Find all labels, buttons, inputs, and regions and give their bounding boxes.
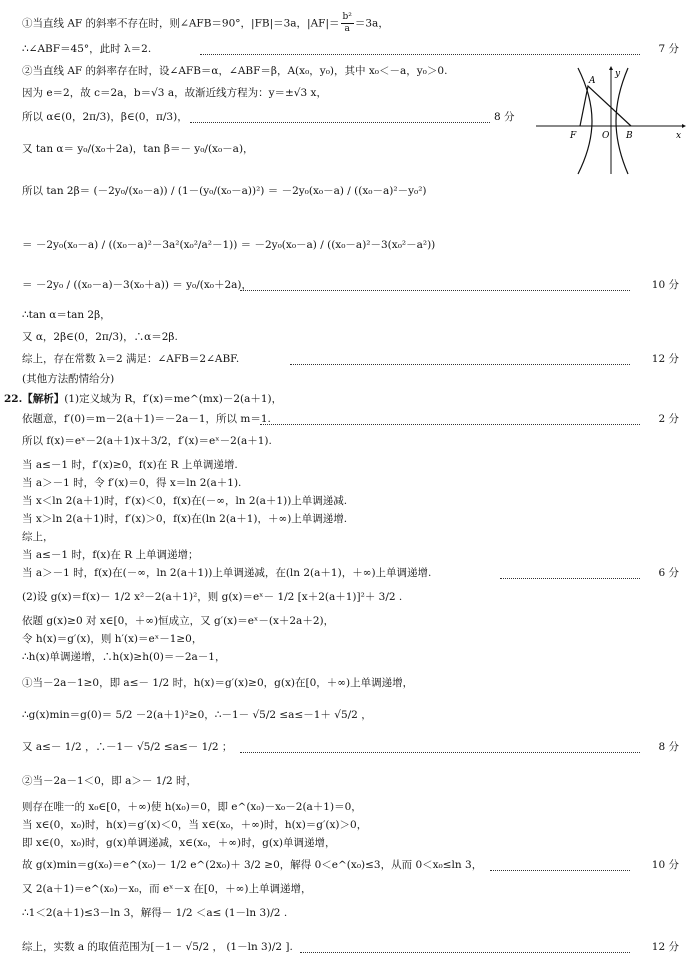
- score-10: 10 分: [651, 279, 679, 291]
- text-line-10: ∴tan α＝tan 2β，: [22, 309, 111, 321]
- text-line-18: 当 a＞－1 时，令 f′(x)＝0，得 x＝ln 2(a＋1).: [22, 477, 242, 489]
- dot-leader: [200, 54, 640, 55]
- score-12b: 12 分: [651, 941, 679, 953]
- text-line-23: 当 a＞－1 时，f(x)在(－∞，ln 2(a＋1))上单调递减，在(ln 2(a＋1)，＋∞)上单调递增.: [22, 567, 432, 579]
- text-line-12: 综上，存在常数 λ＝2 满足：∠AFB＝2∠ABF.: [22, 353, 240, 365]
- text-line-9: ＝ －2y₀ / ((x₀－a)－3(x₀＋a)) ＝ y₀/(x₀＋2a)，: [22, 279, 253, 291]
- dot-leader: [240, 290, 630, 291]
- score-8b: 8 分: [658, 741, 679, 753]
- text-line-16: 所以 f(x)＝eˣ－2(a＋1)x＋3/2，f′(x)＝eˣ－2(a＋1).: [22, 435, 272, 447]
- hyperbola-graph: [536, 66, 686, 176]
- text-line-25: 依题 g(x)≥0 对 x∈[0，＋∞)恒成立，又 g′(x)＝eˣ－(x＋2a＋2)，: [22, 615, 335, 627]
- dot-leader: [240, 752, 640, 753]
- text-line-34: 即 x∈(0，x₀)时，g(x)单调递减，x∈(x₀，＋∞)时，g(x)单调递增，: [22, 837, 336, 849]
- score-12: 12 分: [651, 353, 679, 365]
- text-line-26: 令 h(x)＝g′(x)，则 h′(x)＝eˣ－1≥0，: [22, 633, 203, 645]
- text-line-3: ②当直线 AF 的斜率存在时，设∠AFB＝α，∠ABF＝β，A(x₀，y₀)，其中 x₀＜－a，y₀＞0.: [22, 65, 448, 77]
- text-line-4: 因为 e＝2，故 c＝2a，b＝√3 a，故渐近线方程为：y＝±√3 x，: [22, 87, 327, 99]
- text-line-11: 又 α，2β∈(0，2π/3)，∴α＝2β.: [22, 331, 178, 343]
- score-8: 8 分: [494, 111, 515, 123]
- text-line-13: (其他方法酌情给分): [22, 373, 115, 385]
- dot-leader: [190, 122, 490, 123]
- text-line-14: 22.【解析】(1)定义域为 R，f′(x)＝me^(mx)－2(a＋1)，: [4, 393, 283, 405]
- text-line-38: 综上，实数 a 的取值范围为[－1－ √5/2 ， (1－ln 3)/2 ].: [22, 941, 293, 953]
- text-line-32: 则存在唯一的 x₀∈[0，＋∞)使 h(x₀)＝0，即 e^(x₀)－x₀－2(a＋1)＝0，: [22, 801, 362, 813]
- label-y: y: [615, 69, 621, 79]
- text-line-24: (2)设 g(x)＝f(x)－ 1/2 x²－2(a＋1)²，则 g(x)＝eˣ－ 1/2 [x＋2(a＋1)]²＋ 3/2 .: [22, 591, 403, 603]
- text-line-36: 又 2(a＋1)＝e^(x₀)－x₀，而 eˣ－x 在[0，＋∞)上单调递增，: [22, 883, 312, 895]
- text-line-1: ①当直线 AF 的斜率不存在时，则∠AFB＝90°，|FB|＝3a，|AF|＝ $\frac{\text{b²}}{a}$ ＝3a，: [22, 12, 389, 34]
- text-line-37: ∴1＜2(a＋1)≤3－ln 3，解得－ 1/2 ＜a≤ (1－ln 3)/2 .: [22, 907, 288, 919]
- label-x: x: [676, 131, 682, 141]
- dot-leader: [290, 364, 630, 365]
- fraction-b2-over-a: $\frac{\text{b²}}{a}$: [342, 12, 352, 34]
- text-line-30: 又 a≤－ 1/2 ，∴－1－ √5/2 ≤a≤－ 1/2 ；: [22, 741, 233, 753]
- label-A: A: [589, 76, 596, 86]
- dot-leader: [300, 952, 630, 953]
- section-22-heading: 22.【解析】: [4, 393, 65, 405]
- text-line-27: ∴h(x)单调递增，∴h(x)≥h(0)＝－2a－1，: [22, 651, 226, 663]
- label-O: O: [602, 131, 610, 141]
- label-B: B: [626, 131, 633, 141]
- text-line-8: ＝ －2y₀(x₀－a) / ((x₀－a)²－3a²(x₀²/a²－1)) ＝ －2y₀(x₀－a) / ((x₀－a)²－3(x₀²－a²)): [22, 239, 436, 251]
- text-line-21: 综上，: [22, 531, 54, 543]
- text-line-29: ∴g(x)min＝g(0)＝ 5/2 －2(a＋1)²≥0，∴－1－ √5/2 ≤a≤－1＋ √5/2 ，: [22, 709, 372, 721]
- dot-leader: [500, 578, 640, 579]
- text-line-31: ②当－2a－1＜0，即 a＞－ 1/2 时，: [22, 775, 197, 787]
- text-line-15: 依题意，f′(0)＝m－2(a＋1)＝－2a－1，所以 m＝1.: [22, 413, 271, 425]
- y-axis-arrow-icon: [609, 66, 613, 70]
- text-line-2: ∴∠ABF＝45°，此时 λ＝2.: [22, 43, 152, 55]
- score-2: 2 分: [658, 413, 679, 425]
- text-line-7: 所以 tan 2β＝ (－2y₀/(x₀－a)) / (1－(y₀/(x₀－a))²) ＝ －2y₀(x₀－a) / ((x₀－a)²－y₀²): [22, 185, 427, 197]
- text-line-19: 当 x＜ln 2(a＋1)时，f′(x)＜0，f(x)在(－∞，ln 2(a＋1))上单调递减.: [22, 495, 348, 507]
- dot-leader: [490, 870, 630, 871]
- score-6: 6 分: [658, 567, 679, 579]
- dot-leader: [260, 424, 640, 425]
- score-7: 7 分: [658, 43, 679, 55]
- text-line-17: 当 a≤－1 时，f′(x)≥0，f(x)在 R 上单调递增.: [22, 459, 238, 471]
- text-line-20: 当 x＞ln 2(a＋1)时，f′(x)＞0，f(x)在(ln 2(a＋1)，＋∞)上单调递增.: [22, 513, 348, 525]
- text-line-5: 所以 α∈(0，2π/3)，β∈(0，π/3)，: [22, 111, 188, 123]
- text-line-6: 又 tan α＝ y₀/(x₀＋2a)，tan β＝－ y₀/(x₀－a)，: [22, 143, 254, 155]
- text-line-33: 当 x∈(0，x₀)时，h(x)＝g′(x)＜0，当 x∈(x₀，＋∞)时，h(x)＝g′(x)＞0，: [22, 819, 368, 831]
- x-axis-arrow-icon: [682, 124, 686, 128]
- score-10b: 10 分: [651, 859, 679, 871]
- text-line-22: 当 a≤－1 时，f(x)在 R 上单调递增；: [22, 549, 199, 561]
- label-F: F: [570, 131, 577, 141]
- line-1-text: ①当直线 AF 的斜率不存在时，则∠AFB＝90°，|FB|＝3a，|AF|＝: [22, 17, 340, 30]
- text-line-35: 故 g(x)min＝g(x₀)＝e^(x₀)－ 1/2 e^(2x₀)＋ 3/2 ≥0，解得 0＜e^(x₀)≤3，从而 0＜x₀≤ln 3，: [22, 859, 483, 871]
- text-line-28: ①当－2a－1≥0，即 a≤－ 1/2 时，h(x)＝g′(x)≥0，g(x)在[0，＋∞)上单调递增，: [22, 677, 414, 689]
